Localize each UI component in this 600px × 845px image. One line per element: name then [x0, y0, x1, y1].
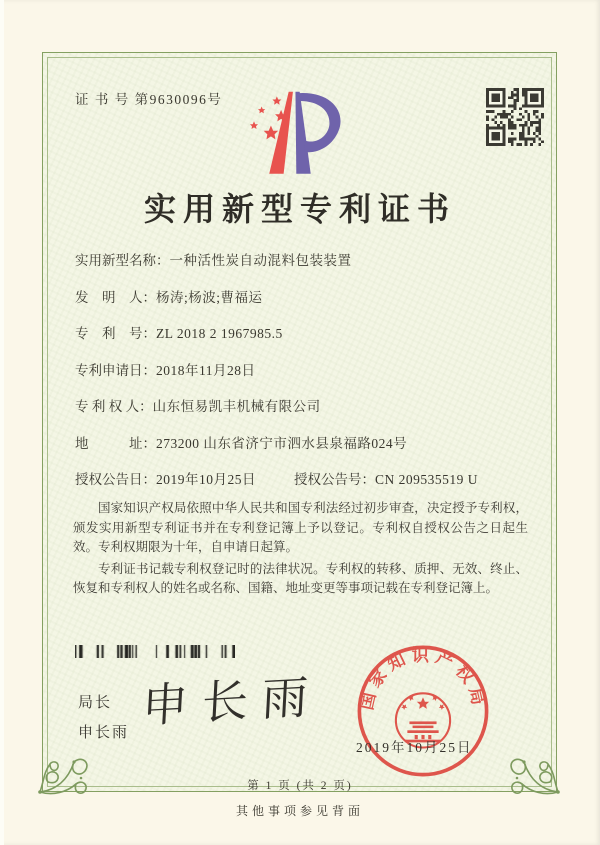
- field-value: 一种活性炭自动混料包装装置: [169, 253, 352, 268]
- grant-no-label: 授权公告号：: [294, 472, 375, 487]
- director-signature: 申长雨: [140, 671, 324, 732]
- page-number: 第 1 页 (共 2 页): [247, 780, 353, 792]
- field-row: [75, 395, 527, 418]
- field-label: 实用新型名称：: [75, 253, 170, 268]
- cnipa-logo-icon: [243, 80, 353, 188]
- field-label: 专利申请日：: [75, 362, 156, 378]
- field-value: ZL 2018 2 1967985.5: [156, 326, 283, 341]
- field-row: [75, 359, 527, 382]
- grant-row: [75, 468, 527, 491]
- field-label: 专 利 号：: [75, 326, 156, 341]
- field-row: [75, 432, 527, 455]
- barcode-icon: [75, 645, 235, 658]
- corner-flourish-icon: [502, 738, 564, 800]
- field-list: [75, 249, 527, 491]
- signer-title: 局长: [78, 694, 113, 711]
- signer-name: 申长雨: [78, 724, 130, 741]
- certificate-title: 实用新型专利证书: [143, 191, 456, 227]
- back-note: 其他事项参见背面: [235, 804, 364, 818]
- field-value: 山东恒易凯丰机械有限公司: [152, 399, 321, 414]
- field-value: 2018年11月28日: [156, 362, 256, 378]
- field-row: [75, 249, 527, 272]
- body-paragraph: 国家知识产权局依照中华人民共和国专利法经过初步审查，决定授予专利权，颁发实用新型专利证书并在专利登记簿上予以登记。专利权自授权公告之日起生效。专利权期限为十年，自申请日起算。: [73, 501, 528, 554]
- seal-text: 国家知识产权局: [357, 645, 489, 712]
- legal-text: [73, 499, 528, 601]
- field-label: 发 明 人：: [75, 289, 156, 305]
- body-paragraph: 专利证书记载专利权登记时的法律状况。专利权的转移、质押、无效、终止、恢复和专利权人的姓名或名称、国籍、地址变更等事项记载在专利登记簿上。: [73, 561, 528, 595]
- corner-flourish-icon: [34, 738, 96, 800]
- seal-date: 2019年10月25日: [356, 740, 473, 755]
- field-label: 地 址：: [75, 435, 156, 451]
- field-row: [75, 322, 527, 345]
- grant-date-value: 2019年10月25日: [156, 472, 256, 487]
- field-value: 273200 山东省济宁市泗水县泉福路024号: [156, 435, 408, 451]
- grant-date-label: 授权公告日：: [75, 472, 156, 487]
- official-seal: [350, 638, 496, 784]
- field-row: [75, 286, 527, 309]
- certificate-number: 证 书 号 第9630096号: [75, 92, 223, 107]
- qr-code-icon: [486, 88, 544, 146]
- grant-no-value: CN 209535519 U: [375, 472, 479, 487]
- field-value: 杨涛;杨波;曹福运: [156, 289, 263, 305]
- field-label: 专 利 权 人：: [75, 399, 153, 414]
